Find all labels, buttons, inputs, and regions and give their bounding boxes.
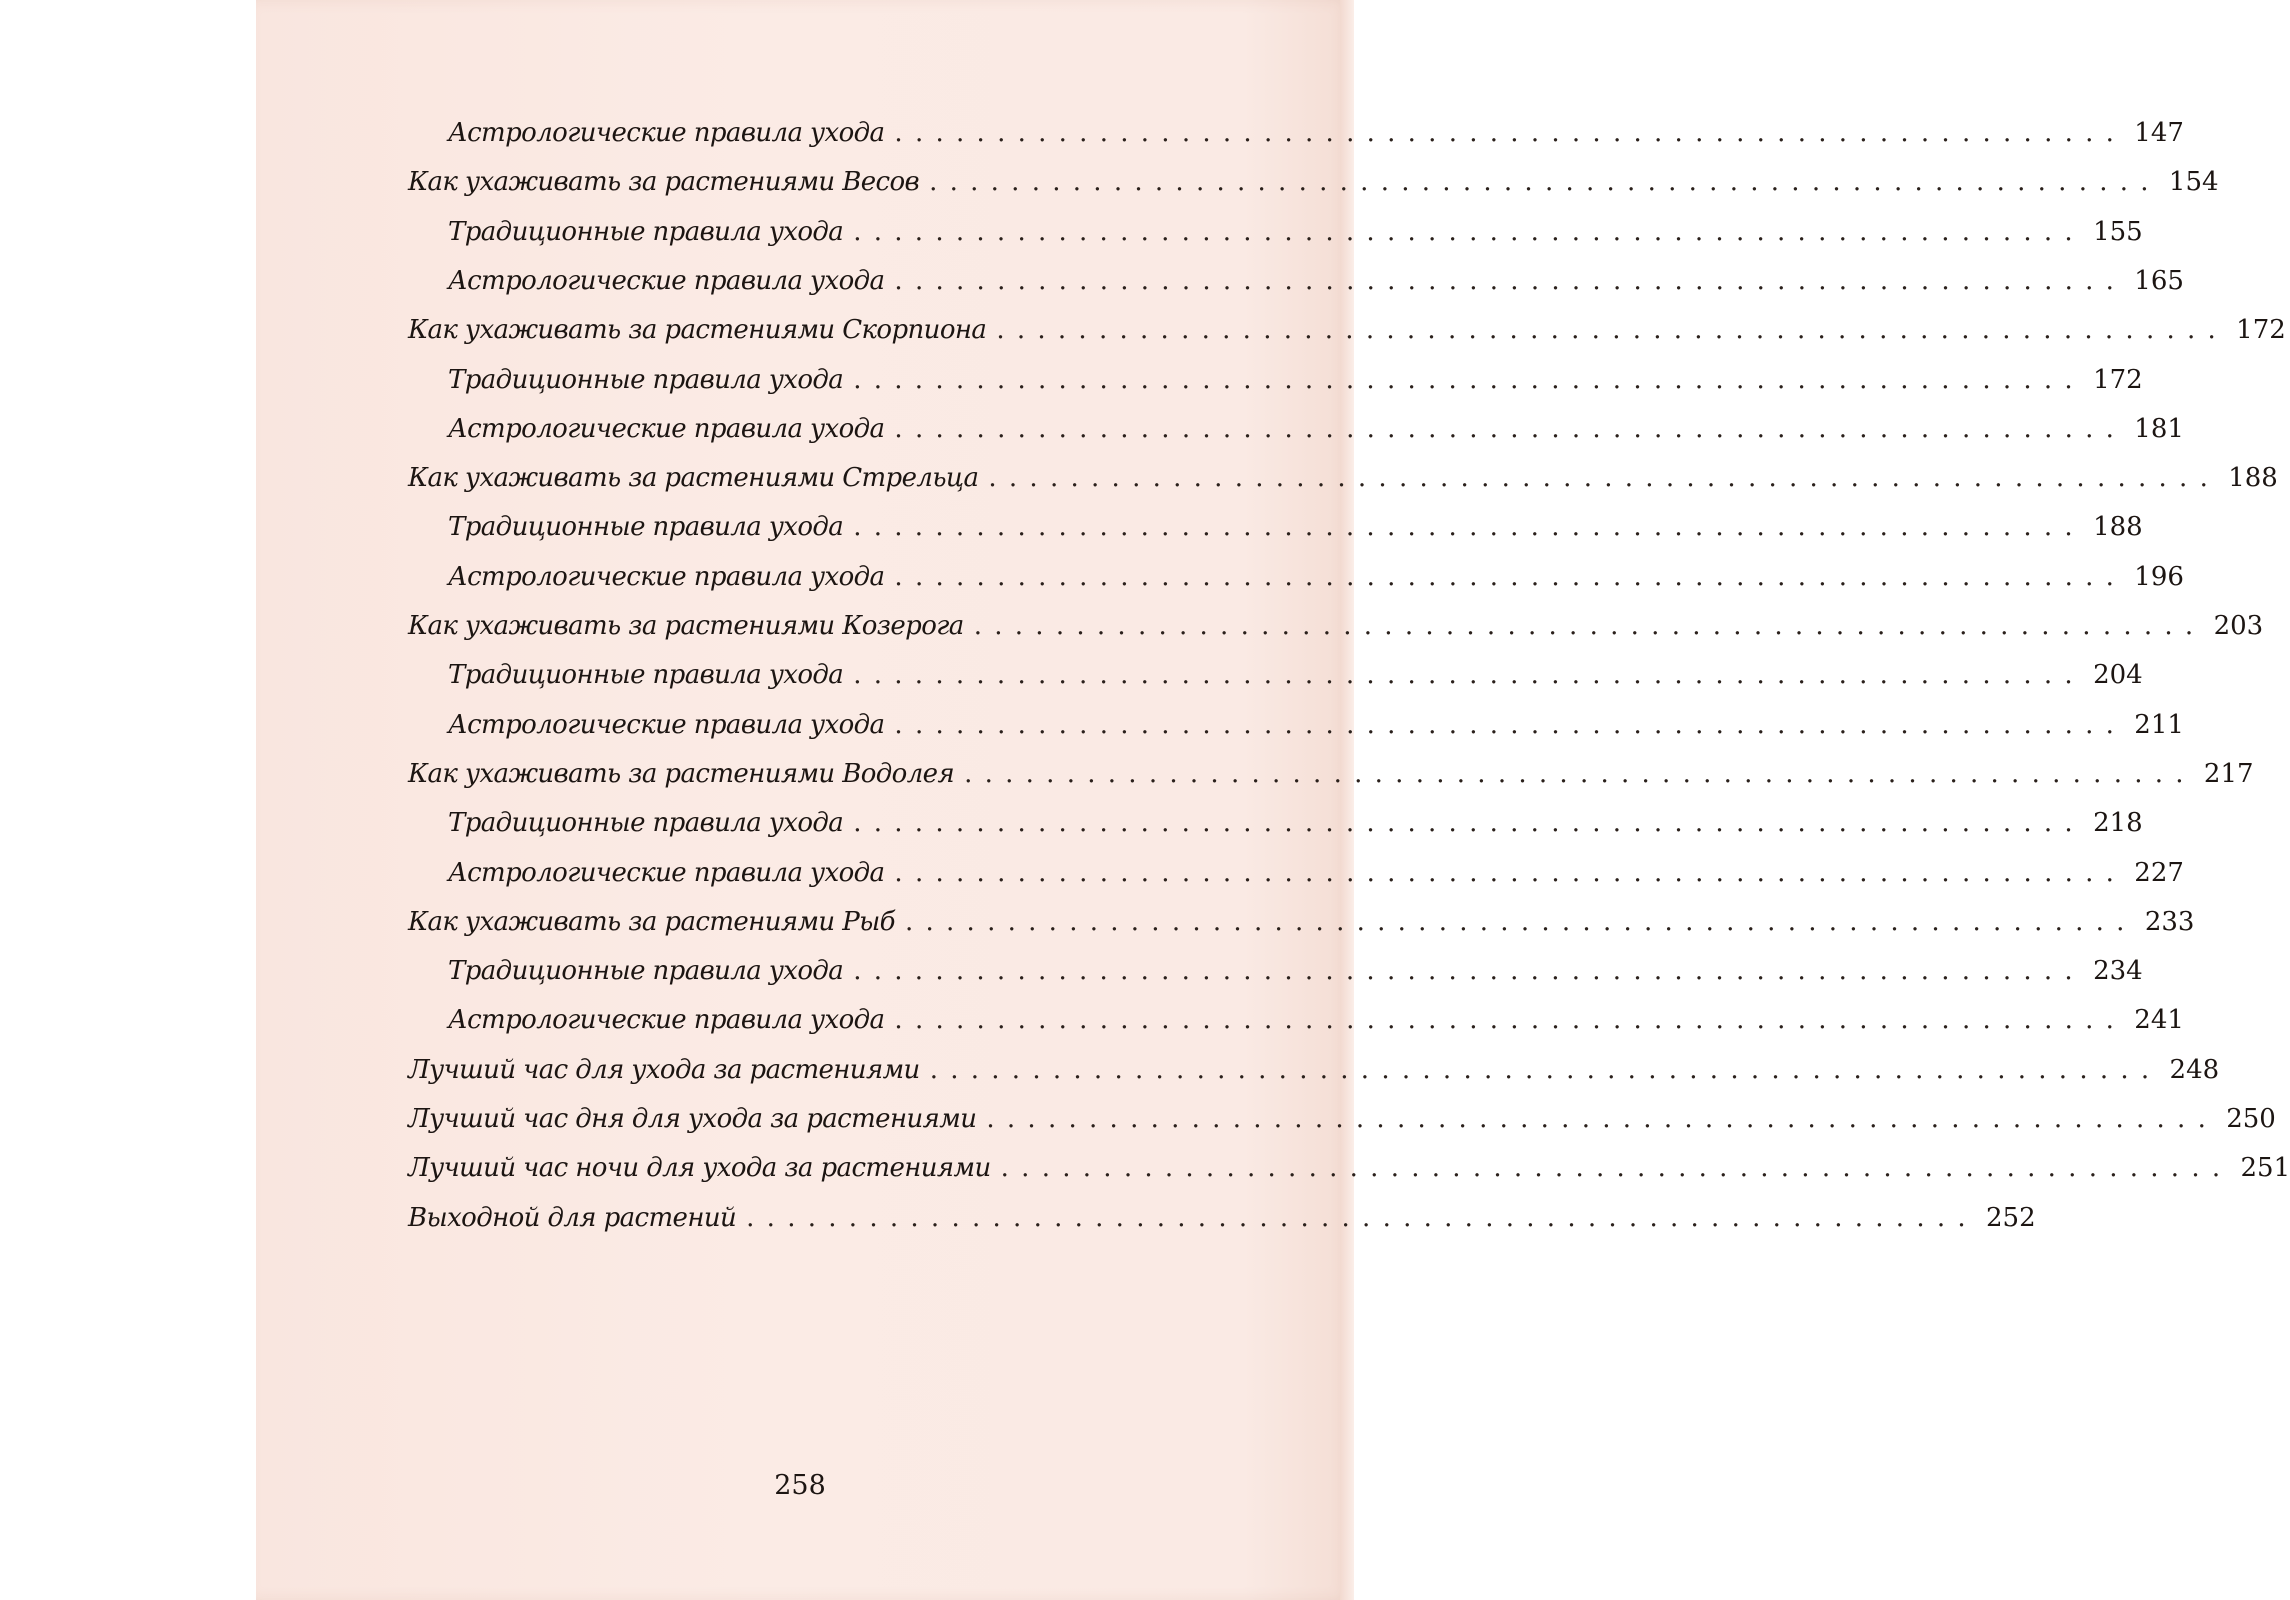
toc-entry-page: 248 xyxy=(2169,1054,2220,1085)
toc-entry xyxy=(408,611,2264,655)
toc-entry xyxy=(408,1104,2276,1148)
toc-entry-page: 251 xyxy=(2240,1153,2290,1184)
toc-leader-dots: . . . . . . . . . . . . . . . . . . . . . . . . . . . . . . . . . . . . . . . . . . . . . . . . . . . . . . . . . . . . xyxy=(988,463,2210,494)
toc-entry xyxy=(408,906,2195,951)
toc-entry xyxy=(408,315,2286,359)
toc-entry-page: 211 xyxy=(2134,709,2184,740)
toc-leader-dots: . . . . . . . . . . . . . . . . . . . . . . . . . . . . . . . . . . . . . . . . . . . . . . . . . . . . . . . . . . . . xyxy=(853,512,2075,543)
toc-entry-title: Традиционные правила ухода xyxy=(448,216,844,247)
toc-leader-dots: . . . . . . . . . . . . . . . . . . . . . . . . . . . . . . . . . . . . . . . . . . . . . . . . . . . . . . . . . . . . xyxy=(894,118,2116,148)
toc-leader-dots: . . . . . . . . . . . . . . . . . . . . . . . . . . . . . . . . . . . . . . . . . . . . . . . . . . . . . . . . . . . . xyxy=(746,1202,1968,1233)
toc-entry xyxy=(448,413,2184,458)
toc-entry-title: Как ухаживать за растениями Водолея xyxy=(408,758,955,789)
toc-entry-page: 165 xyxy=(2134,265,2184,296)
toc-entry-page: 188 xyxy=(2093,512,2143,543)
toc-entry xyxy=(448,265,2184,310)
toc-entry-title: Как ухаживать за растениями Козерога xyxy=(408,611,964,641)
toc-entry xyxy=(448,709,2184,754)
page-number: 258 xyxy=(774,1470,826,1501)
toc-entry xyxy=(408,1202,2036,1247)
toc-entry-title: Астрологические правила ухода xyxy=(448,265,885,296)
toc-entry xyxy=(448,857,2184,902)
toc-entry-page: 172 xyxy=(2236,315,2286,346)
toc-entry-page: 234 xyxy=(2093,956,2143,987)
toc-entry xyxy=(408,463,2278,507)
toc-entry xyxy=(448,118,2184,162)
toc-entry-page: 227 xyxy=(2134,857,2184,888)
toc-leader-dots: . . . . . . . . . . . . . . . . . . . . . . . . . . . . . . . . . . . . . . . . . . . . . . . . . . . . . . . . . . . . xyxy=(894,561,2116,592)
toc-entry-page: 203 xyxy=(2213,611,2264,641)
toc-entry xyxy=(408,167,2219,211)
toc-leader-dots: . . . . . . . . . . . . . . . . . . . . . . . . . . . . . . . . . . . . . . . . . . . . . . . . . . . . . . . . . . . . xyxy=(853,808,2075,839)
toc-entry-title: Лучший час ночи для ухода за растениями xyxy=(408,1153,991,1184)
toc-entry-title: Лучший час дня для ухода за растениями xyxy=(408,1104,977,1134)
toc-entry-title: Традиционные правила ухода xyxy=(448,808,844,839)
toc-leader-dots: . . . . . . . . . . . . . . . . . . . . . . . . . . . . . . . . . . . . . . . . . . . . . . . . . . . . . . . . . . . . xyxy=(1000,1153,2223,1184)
toc-entry xyxy=(448,561,2184,606)
toc-leader-dots: . . . . . . . . . . . . . . . . . . . . . . . . . . . . . . . . . . . . . . . . . . . . . . . . . . . . . . . . . . . . xyxy=(894,265,2116,296)
toc-leader-dots: . . . . . . . . . . . . . . . . . . . . . . . . . . . . . . . . . . . . . . . . . . . . . . . . . . . . . . . . . . . . xyxy=(973,611,2196,641)
toc-entry-title: Астрологические правила ухода xyxy=(448,413,885,444)
toc-entry-title: Как ухаживать за растениями Рыб xyxy=(408,906,895,937)
toc-leader-dots: . . . . . . . . . . . . . . . . . . . . . . . . . . . . . . . . . . . . . . . . . . . . . . . . . . . . . . . . . . . . xyxy=(894,1005,2116,1036)
toc-leader-dots: . . . . . . . . . . . . . . . . . . . . . . . . . . . . . . . . . . . . . . . . . . . . . . . . . . . . . . . . . . . . xyxy=(853,364,2075,395)
toc-leader-dots: . . . . . . . . . . . . . . . . . . . . . . . . . . . . . . . . . . . . . . . . . . . . . . . . . . . . . . . . . . . . xyxy=(996,315,2218,346)
toc-entry-page: 172 xyxy=(2093,364,2143,395)
toc-entry-title: Традиционные правила ухода xyxy=(448,660,844,691)
toc-leader-dots: . . . . . . . . . . . . . . . . . . . . . . . . . . . . . . . . . . . . . . . . . . . . . . . . . . . . . . . . . . . . xyxy=(929,167,2151,198)
toc-entry-title: Выходной для растений xyxy=(408,1202,737,1233)
toc-entry-title: Астрологические правила ухода xyxy=(448,1005,885,1036)
toc-entry-title: Астрологические правила ухода xyxy=(448,857,885,888)
toc-entry xyxy=(448,216,2143,261)
toc-entry xyxy=(448,364,2143,409)
toc-entry-page: 147 xyxy=(2134,118,2184,148)
toc-entry-title: Астрологические правила ухода xyxy=(448,561,885,592)
toc-entry-page: 217 xyxy=(2203,758,2254,789)
toc-leader-dots: . . . . . . . . . . . . . . . . . . . . . . . . . . . . . . . . . . . . . . . . . . . . . . . . . . . . . . . . . . . . xyxy=(894,709,2116,740)
toc-entry xyxy=(408,1153,2290,1197)
toc-entry-title: Традиционные правила ухода xyxy=(448,512,844,543)
toc-entry-page: 155 xyxy=(2093,216,2143,247)
toc-entry-title: Лучший час для ухода за растениями xyxy=(408,1054,920,1085)
toc-leader-dots: . . . . . . . . . . . . . . . . . . . . . . . . . . . . . . . . . . . . . . . . . . . . . . . . . . . . . . . . . . . . xyxy=(853,956,2075,987)
toc-entry-page: 181 xyxy=(2134,413,2184,444)
toc-entry xyxy=(448,1005,2184,1049)
toc-entry-page: 250 xyxy=(2226,1104,2276,1134)
toc-entry-page: 218 xyxy=(2093,808,2143,839)
toc-entry-page: 154 xyxy=(2168,167,2219,198)
toc-leader-dots: . . . . . . . . . . . . . . . . . . . . . . . . . . . . . . . . . . . . . . . . . . . . . . . . . . . . . . . . . . . . xyxy=(853,216,2075,247)
toc-leader-dots: . . . . . . . . . . . . . . . . . . . . . . . . . . . . . . . . . . . . . . . . . . . . . . . . . . . . . . . . . . . . xyxy=(986,1104,2208,1134)
toc-leader-dots: . . . . . . . . . . . . . . . . . . . . . . . . . . . . . . . . . . . . . . . . . . . . . . . . . . . . . . . . . . . . xyxy=(853,660,2075,691)
toc-leader-dots: . . . . . . . . . . . . . . . . . . . . . . . . . . . . . . . . . . . . . . . . . . . . . . . . . . . . . . . . . . . . xyxy=(894,857,2116,888)
toc-entry-page: 196 xyxy=(2134,561,2184,592)
toc-entry xyxy=(448,808,2143,852)
toc-entry-title: Традиционные правила ухода xyxy=(448,956,844,987)
toc-entry-page: 252 xyxy=(1986,1202,2036,1233)
toc-leader-dots: . . . . . . . . . . . . . . . . . . . . . . . . . . . . . . . . . . . . . . . . . . . . . . . . . . . . . . . . . . . . xyxy=(894,413,2116,444)
toc-entry-page: 188 xyxy=(2228,463,2278,494)
toc-entry xyxy=(448,956,2143,1000)
toc-leader-dots: . . . . . . . . . . . . . . . . . . . . . . . . . . . . . . . . . . . . . . . . . . . . . . . . . . . . . . . . . . . . xyxy=(904,906,2127,937)
toc-entry xyxy=(448,660,2143,704)
toc-entry xyxy=(408,758,2254,803)
toc-entry-title: Астрологические правила ухода xyxy=(448,709,885,740)
toc-leader-dots: . . . . . . . . . . . . . . . . . . . . . . . . . . . . . . . . . . . . . . . . . . . . . . . . . . . . . . . . . . . . xyxy=(929,1054,2152,1085)
toc-entry xyxy=(448,512,2143,556)
toc-entry-page: 241 xyxy=(2134,1005,2184,1036)
toc-entry xyxy=(408,1054,2220,1099)
toc-entry-title: Традиционные правила ухода xyxy=(448,364,844,395)
toc-leader-dots: . . . . . . . . . . . . . . . . . . . . . . . . . . . . . . . . . . . . . . . . . . . . . . . . . . . . . . . . . . . . xyxy=(964,758,2186,789)
toc-entry-title: Как ухаживать за растениями Весов xyxy=(408,167,920,198)
toc-entry-page: 233 xyxy=(2144,906,2195,937)
toc-entry-title: Как ухаживать за растениями Скорпиона xyxy=(408,315,987,346)
toc-entry-title: Астрологические правила ухода xyxy=(448,118,885,148)
toc-entry-page: 204 xyxy=(2093,660,2143,691)
toc-entry-title: Как ухаживать за растениями Стрельца xyxy=(408,463,979,494)
